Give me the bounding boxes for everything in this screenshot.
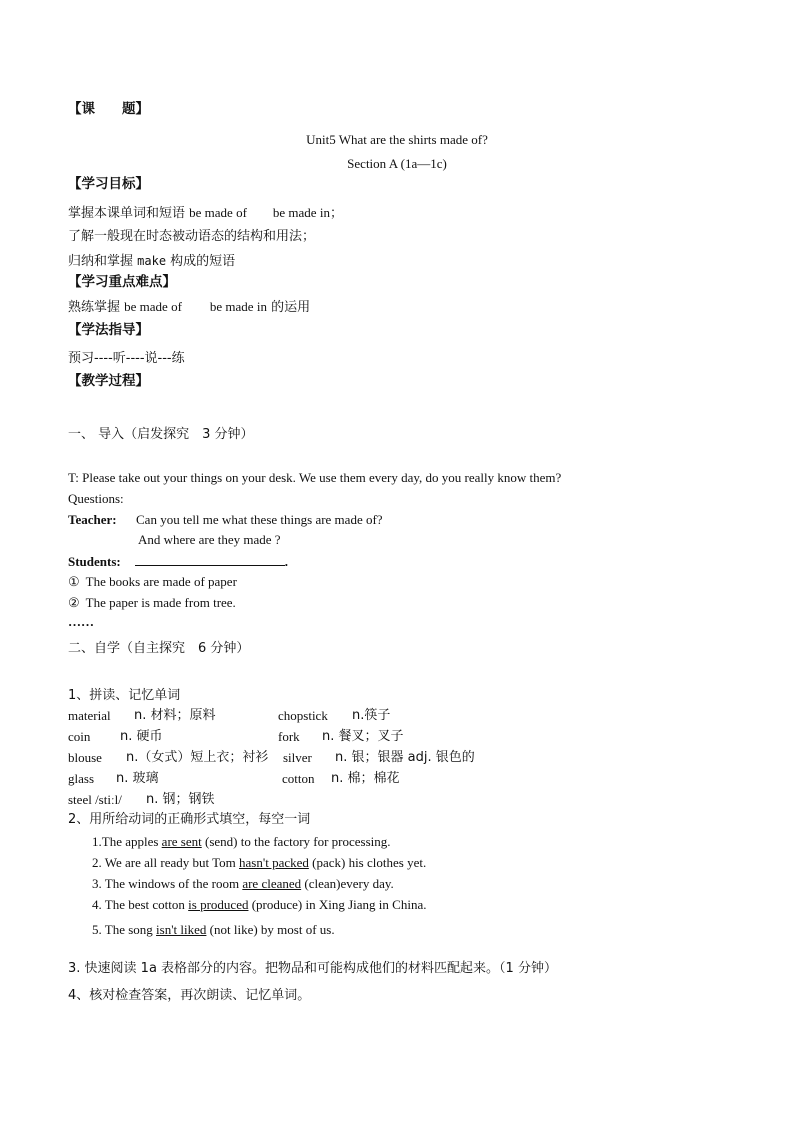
- exercise-item: 5. The song isn't liked (not like) by most of us.: [92, 922, 335, 937]
- students-answer-blank: [135, 553, 285, 566]
- vocab-word: coin: [68, 729, 91, 744]
- exercise-answer: hasn't packed: [239, 855, 309, 870]
- vocab-word: blouse: [68, 750, 102, 765]
- process-heading: 【教学过程】: [68, 373, 149, 389]
- method-heading: 【学法指导】: [68, 322, 149, 338]
- lesson-subtitle: Section A (1a—1c): [347, 156, 447, 171]
- vocab-definition: n. 银；银器 adj. 银色的: [335, 750, 475, 765]
- vocab-word: chopstick: [278, 708, 328, 723]
- task-4: 4、核对检查答案，再次朗读、记忆单词。: [68, 988, 311, 1003]
- exercise-heading: 2、用所给动词的正确形式填空，每空一词: [68, 812, 311, 827]
- answer-1: ① The books are made of paper: [68, 574, 237, 589]
- students-line: Students: .: [68, 554, 288, 569]
- exercise-answer: isn't liked: [156, 922, 207, 937]
- vocab-word: fork: [278, 729, 300, 744]
- section-1-title: 一、 导入（启发探究 3 分钟）: [68, 427, 254, 442]
- vocab-definition: n.（女式）短上衣；衬衫: [126, 750, 269, 765]
- vocab-definition: n.筷子: [352, 708, 391, 723]
- answer-2: ② The paper is made from tree.: [68, 595, 236, 610]
- teacher-question-2: And where are they made ?: [138, 532, 281, 547]
- goals-line-3: 归纳和掌握 make 构成的短语: [68, 254, 236, 269]
- vocab-definition: n. 棉；棉花: [331, 771, 400, 786]
- questions-label: Questions:: [68, 491, 124, 506]
- teacher-intro: T: Please take out your things on your desk. We use them every day, do you really know them?: [68, 470, 562, 485]
- topic-label: 【课 题】: [68, 101, 149, 117]
- exercise-answer: is produced: [188, 897, 249, 912]
- vocab-heading: 1、拼读、记忆单词: [68, 688, 181, 703]
- vocab-word: glass: [68, 771, 94, 786]
- keypoints-line: 熟练掌握 be made of be made in 的运用: [68, 299, 311, 315]
- exercise-item: 3. The windows of the room are cleaned (clean)every day.: [92, 876, 394, 891]
- vocab-word: silver: [283, 750, 312, 765]
- vocab-word: material: [68, 708, 111, 723]
- goals-line-1: 掌握本课单词和短语 be made of be made in；: [68, 205, 343, 221]
- teacher-question-1: Can you tell me what these things are made of?: [136, 512, 383, 527]
- exercise-item: 2. We are all ready but Tom hasn't packed (pack) his clothes yet.: [92, 855, 427, 870]
- keypoints-heading: 【学习重点难点】: [68, 274, 176, 290]
- exercise-answer: are cleaned: [242, 876, 302, 891]
- method-line: 预习----听----说---练: [68, 351, 185, 366]
- goals-heading: 【学习目标】: [68, 176, 149, 192]
- lesson-title: Unit5 What are the shirts made of?: [306, 132, 488, 147]
- vocab-definition: n. 材料；原料: [134, 708, 216, 723]
- task-3: 3. 快速阅读 1a 表格部分的内容。把物品和可能构成他们的材料匹配起来。（1 分钟）: [68, 961, 557, 976]
- vocab-definition: n. 硬币: [120, 729, 163, 744]
- teacher-label: Teacher:: [68, 512, 117, 527]
- vocab-word: cotton: [282, 771, 315, 786]
- vocab-word: steel /stiːl/: [68, 792, 122, 807]
- exercise-answer: are sent: [161, 834, 202, 849]
- vocab-definition: n. 餐叉；叉子: [322, 729, 404, 744]
- vocab-definition: n. 玻璃: [116, 771, 159, 786]
- ellipsis: ……: [68, 614, 94, 629]
- exercise-item: 1.The apples are sent (send) to the factory for processing.: [92, 834, 391, 849]
- section-2-title: 二、自学（自主探究 6 分钟）: [68, 641, 250, 656]
- exercise-item: 4. The best cotton is produced (produce) in Xing Jiang in China.: [92, 897, 427, 912]
- vocab-definition: n. 钢；钢铁: [146, 792, 215, 807]
- goals-line-2: 了解一般现在时态被动语态的结构和用法；: [68, 229, 316, 244]
